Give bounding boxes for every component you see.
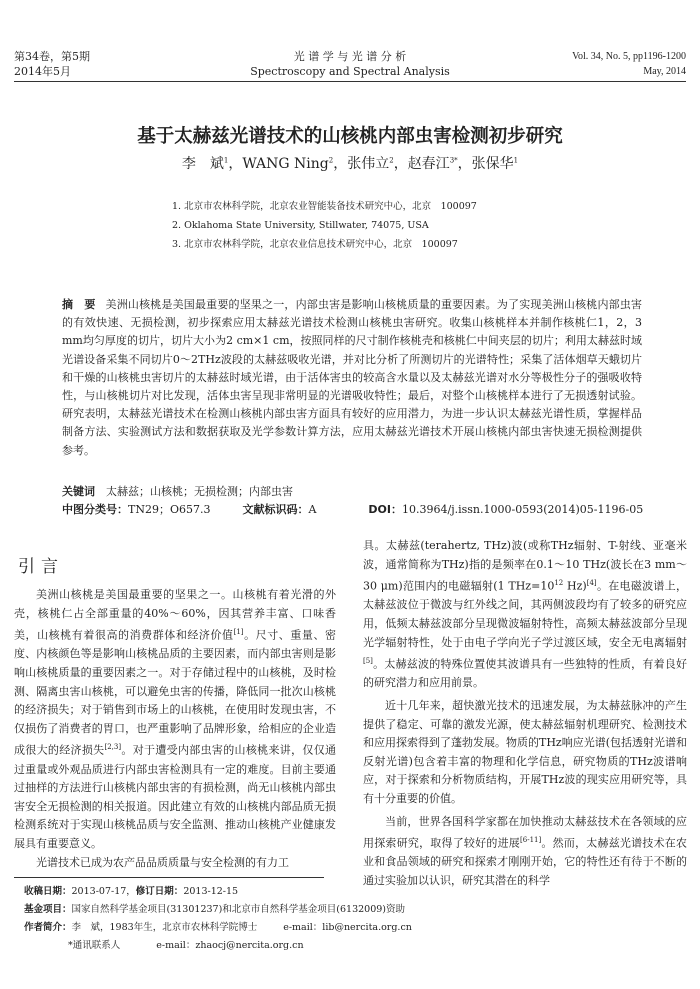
header-volume-en: Vol. 34, No. 5, pp1196-1200 xyxy=(572,51,686,62)
author-name: 张伟立 xyxy=(347,156,390,172)
citation: [6-11] xyxy=(520,836,542,845)
affiliation-item: 2. Oklahoma State University, Stillwater, 74075, USA xyxy=(172,220,429,231)
doi-value: 10.3964/j.issn.1000-0593(2014)05-1196-05 xyxy=(402,503,644,516)
abstract-label: 摘 要 xyxy=(62,298,96,311)
intro-heading: 引言 xyxy=(18,557,64,577)
header-date-en: May, 2014 xyxy=(643,66,686,77)
keywords xyxy=(62,483,662,501)
author-name: WANG Ning xyxy=(242,156,329,172)
author-separator: ， xyxy=(393,156,408,172)
received-date: 2013-07-17， xyxy=(71,886,136,897)
received-label: 收稿日期： xyxy=(24,886,72,897)
paragraph-text: 。太赫兹波的特殊位置使其波谱具有一些独特的性质，有着良好的研究潜力和应用前景。 xyxy=(363,657,687,690)
doi-label: DOI： xyxy=(368,503,402,516)
right-column xyxy=(363,537,687,891)
abstract xyxy=(62,296,642,460)
body-paragraph xyxy=(363,537,687,693)
author-affiliation-mark: 2 xyxy=(389,156,394,165)
footnote-received xyxy=(24,883,664,901)
abstract-text: 美洲山核桃是美国最重要的坚果之一，内部虫害是影响山核桃质量的重要因素。为了实现美洲山核桃内部虫害的有效快速、无损检测，初步探索应用太赫兹光谱技术检测山核桃虫害研究。收集山核桃样本并制作核桃仁1，2，3 mm均匀厚度的切片，切片大小为2 cm×1 cm，按照同样的尺寸制作核桃壳和核桃仁中间夹层的切片；利用太赫兹时域光谱设备采集不同切片0～2THz波段的太赫兹吸收光谱，并对比分析了所测切片的光谱特性；采集了活体烟草天蛾切片和干燥的山核桃虫害切片的太赫兹时域光谱，由于活体害虫的较高含水量以及太赫兹光谱对水分等极性分子的强吸收特性，与山核桃切片对比发现，活体虫害呈现非常明显的光谱吸收特性；最后，对整个山核桃样本进行了无损透射试验。研究表明，太赫兹光谱技术在检测山核桃内部虫害方面具有较好的应用潜力，为进一步认识太赫兹光谱性质，掌握样品制备方法、实验测试方法和数据获取及光学参数计算方法，应用太赫兹光谱技术开展山核桃内部虫害快速无损检测提供参考。 xyxy=(62,298,643,457)
header-journal-cn: 光 谱 学 与 光 谱 分 析 xyxy=(293,50,407,63)
citation: [5] xyxy=(363,657,373,666)
author-separator: ， xyxy=(457,156,472,172)
footnote-funding xyxy=(24,901,664,919)
keywords-text: 太赫兹；山核桃；无损检测；内部虫害 xyxy=(106,485,293,498)
author-affiliation-mark: 1 xyxy=(223,156,229,165)
author-name: 张保华 xyxy=(471,156,514,172)
author-separator: ， xyxy=(228,156,243,172)
paper-title: 基于太赫兹光谱技术的山核桃内部虫害检测初步研究 xyxy=(137,126,563,147)
intro-paragraph: 光谱技术已成为农产品品质质量与安全检测的有力工 xyxy=(36,855,289,869)
revised-label: 修订日期： xyxy=(135,886,184,897)
paragraph-text: 当前，世界各国科学家都在加快推动太赫兹技术在各领域的应用探索研究，取得了较好的进展 xyxy=(363,814,687,850)
paragraph-text: 。然而，太赫兹光谱技术在农业和食品领域的研究和探索才刚刚开始，它的特性还有待于不断的通过实验加以认识，研究其潜在的科学 xyxy=(363,836,688,888)
bio-label: 作者简介： xyxy=(24,922,72,933)
paragraph-text: Hz) xyxy=(563,579,587,593)
clc-value: TN29；O657.3 xyxy=(128,503,211,516)
header-right xyxy=(572,49,686,79)
left-column xyxy=(14,537,336,872)
author-affiliation-mark: 1 xyxy=(513,156,519,165)
paragraph-text: 具。太赫兹(terahertz, THz)波(或称THz辐射、T-射线、亚毫米波，通常简称为THz)指的是频率在0.1～10 THz(波长在3 mm～30 μm)范围内的电磁辐射(1 THz=10 xyxy=(363,539,687,593)
doc-code-value: A xyxy=(308,503,317,516)
affiliation-item: 3. 北京市农林科学院，北京农业信息技术研究中心，北京 100097 xyxy=(172,239,458,250)
paragraph-text: 。在电磁波谱上，太赫兹波位于微波与红外线之间，其两侧波段均有了较多的研究应用，低频太赫兹波部分呈现微波辐射特性，高频太赫兹波部分呈现光学辐射特性，处于由电子学向光子学过渡区域，安全无电离辐射 xyxy=(363,579,688,649)
header-volume-cn: 第34卷，第5期 xyxy=(14,50,90,63)
footnote-divider xyxy=(14,877,324,878)
footnotes xyxy=(24,883,664,955)
header-date-cn: 2014年5月 xyxy=(14,65,71,78)
running-header xyxy=(14,49,686,82)
citation: [2,3] xyxy=(104,743,122,752)
keywords-label: 关键词 xyxy=(62,485,95,498)
author-name: 赵春江 xyxy=(407,156,450,172)
classification-line xyxy=(62,501,682,519)
author-affiliation-mark: 2 xyxy=(328,156,334,165)
doc-code-label: 文献标识码： xyxy=(242,503,309,516)
funding-label: 基金项目： xyxy=(24,904,72,915)
paragraph-text: 美洲山核桃是美国最重要的坚果之一。山核桃有着光滑的外壳，核桃仁占全部重量的40%～60%，因其营养丰富、口味香美，山核桃有着很高的消费群体和经济价值 xyxy=(14,588,336,642)
corresponding-label: *通讯联系人 xyxy=(68,940,121,951)
body-paragraph: 近十几年来，超快激光技术的迅速发展，为太赫兹脉冲的产生提供了稳定、可靠的激发光源，使太赫兹辐射机理研究、检测技术和应用探索得到了蓬勃发展。物质的THz响应光谱(包括透射光谱和反射光谱)包含着丰富的物理和化学信息，研究物质的THz波谱响应，对于探索和分析物质结构，开展THz波的现实应用研究等，具有十分重要的价值。 xyxy=(363,699,688,806)
bio-text: 李 斌，1983年生，北京市农林科学院博士 xyxy=(71,922,258,933)
affiliation-list xyxy=(172,197,477,254)
paragraph-text: 。对于遭受内部虫害的山核桃来讲，仅仅通过重量或外观品质进行内部虫害检测具有一定的难度。目前主要通过抽样的方法进行山核桃内部虫害的有损检测，尚无山核桃内部虫害安全无损检测的相关报道。因此建立有效的山核桃内部品质无损检测系统对于实现山核桃品质与安全监测、推动山核桃产业健康发展具有重要意义。 xyxy=(14,744,337,851)
author-email[interactable]: e-mail：lib@nercita.org.cn xyxy=(283,922,412,933)
funding-text: 国家自然科学基金项目(31301237)和北京市自然科学基金项目(6132009)资助 xyxy=(71,904,406,915)
citation: [4] xyxy=(586,579,597,588)
author-list xyxy=(0,153,700,173)
clc-label: 中图分类号： xyxy=(62,503,128,516)
paragraph-text: 。尺寸、重量、密度、内核颜色等是影响山核桃品质的主要因素，而内部虫害则是影响山核桃质量的重要因素之一。对于存储过程中的山核桃，及时检测、隔离虫害山核桃，可以避免虫害的传播，降低同一批次山核桃的经济损失；对于销售到市场上的山核桃，在使用时发现虫害，不仅损伤了消费者的胃口，也严重影响了品牌形象，给相应的企业造成很大的经济损失 xyxy=(14,628,336,758)
author-affiliation-mark: 3* xyxy=(449,156,458,165)
header-journal-en: Spectroscopy and Spectral Analysis xyxy=(250,65,450,78)
corresponding-email[interactable]: e-mail：zhaocj@nercita.org.cn xyxy=(156,940,304,951)
body-paragraph xyxy=(363,813,687,891)
revised-date: 2013-12-15 xyxy=(183,886,239,897)
affiliation-item: 1. 北京市农林科学院，北京农业智能装备技术研究中心，北京 100097 xyxy=(172,201,477,212)
citation: [1] xyxy=(233,628,244,637)
footnote-corresponding xyxy=(24,937,664,955)
footnote-author-bio xyxy=(24,919,664,937)
exponent: 12 xyxy=(554,579,564,588)
author-name: 李 斌 xyxy=(181,156,224,172)
author-separator: ， xyxy=(333,156,348,172)
intro-paragraph xyxy=(14,586,336,854)
